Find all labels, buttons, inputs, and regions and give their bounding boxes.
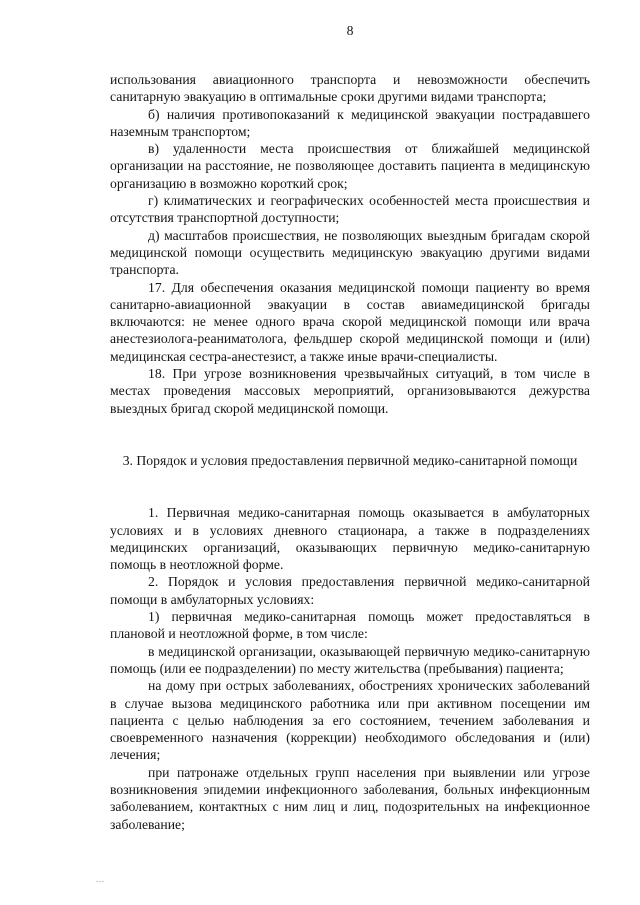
paragraph: 1) первичная медико-санитарная помощь может предоставляться в плановой и неотложной форме, в том числе: [110,609,590,642]
paragraph: в) удаленности места происшествия от ближайшей медицинской организации на расстояние, не позволяющее доставить пациента в медицинскую организацию в возможно короткий срок; [110,141,590,191]
paragraph: 17. Для обеспечения оказания медицинской помощи пациенту во время санитарно-авиационной эвакуации в состав авиамедицинской бригады включаются: не менее одного врача скорой медицинской помощи или врача анестезиолога-реаниматолога, фельдшер скорой медицинской помощи и (или) медицинская сестра-анестезист, а также иные врачи-специалисты. [110,279,590,364]
paragraph: использования авиационного транспорта и невозможности обеспечить санитарную эвакуацию в оптимальные сроки другими видами транспорта; [110,72,590,105]
page-number: 8 [346,23,354,38]
document-body [110,71,590,833]
paragraph: на дому при острых заболеваниях, обострениях хронических заболеваний в случае вызова медицинского работника или при активном посещении им пациента с целью наблюдения за его состоянием, течением заболевания и своевременного назначения (коррекции) необходимого обследования и (или) лечения; [110,678,590,763]
paragraph: д) масштабов происшествия, не позволяющих выездным бригадам скорой медицинской помощи осуществить медицинскую эвакуацию другими видами транспорта. [110,227,590,278]
paragraph: в медицинской организации, оказывающей первичную медико-санитарную помощь (или ее подразделении) по месту жительства (пребывания) пациента; [110,643,590,676]
section-heading: 3. Порядок и условия предоставления первичной медико-санитарной помощи [122,452,578,468]
paragraph: б) наличия противопоказаний к медицинской эвакуации пострадавшего наземным транспортом; [110,106,590,139]
paragraph: при патронаже отдельных групп населения при выявлении или угрозе возникновения эпидемии инфекционного заболевания, больных инфекционным заболеванием, контактных с ним лиц и лиц, подозрительных на инфекционное заболевание; [110,764,590,832]
paragraph: г) климатических и географических особенностей места происшествия и отсутствия транспортной доступности; [110,193,590,226]
paragraph: 18. При угрозе возникновения чрезвычайных ситуаций, в том числе в местах проведения массовых мероприятий, организовываются дежурства выездных бригад скорой медицинской помощи. [110,366,590,416]
spacer [110,469,590,504]
scan-artifact [96,880,104,883]
paragraph: 2. Порядок и условия предоставления первичной медико-санитарной помощи в амбулаторных условиях: [110,574,590,607]
paragraph: 1. Первичная медико-санитарная помощь оказывается в амбулаторных условиях и в условиях дневного стационара, а также в подразделениях медицинских организаций, оказывающих первичную медико-санитарную помощь в неотложной форме. [110,505,590,573]
